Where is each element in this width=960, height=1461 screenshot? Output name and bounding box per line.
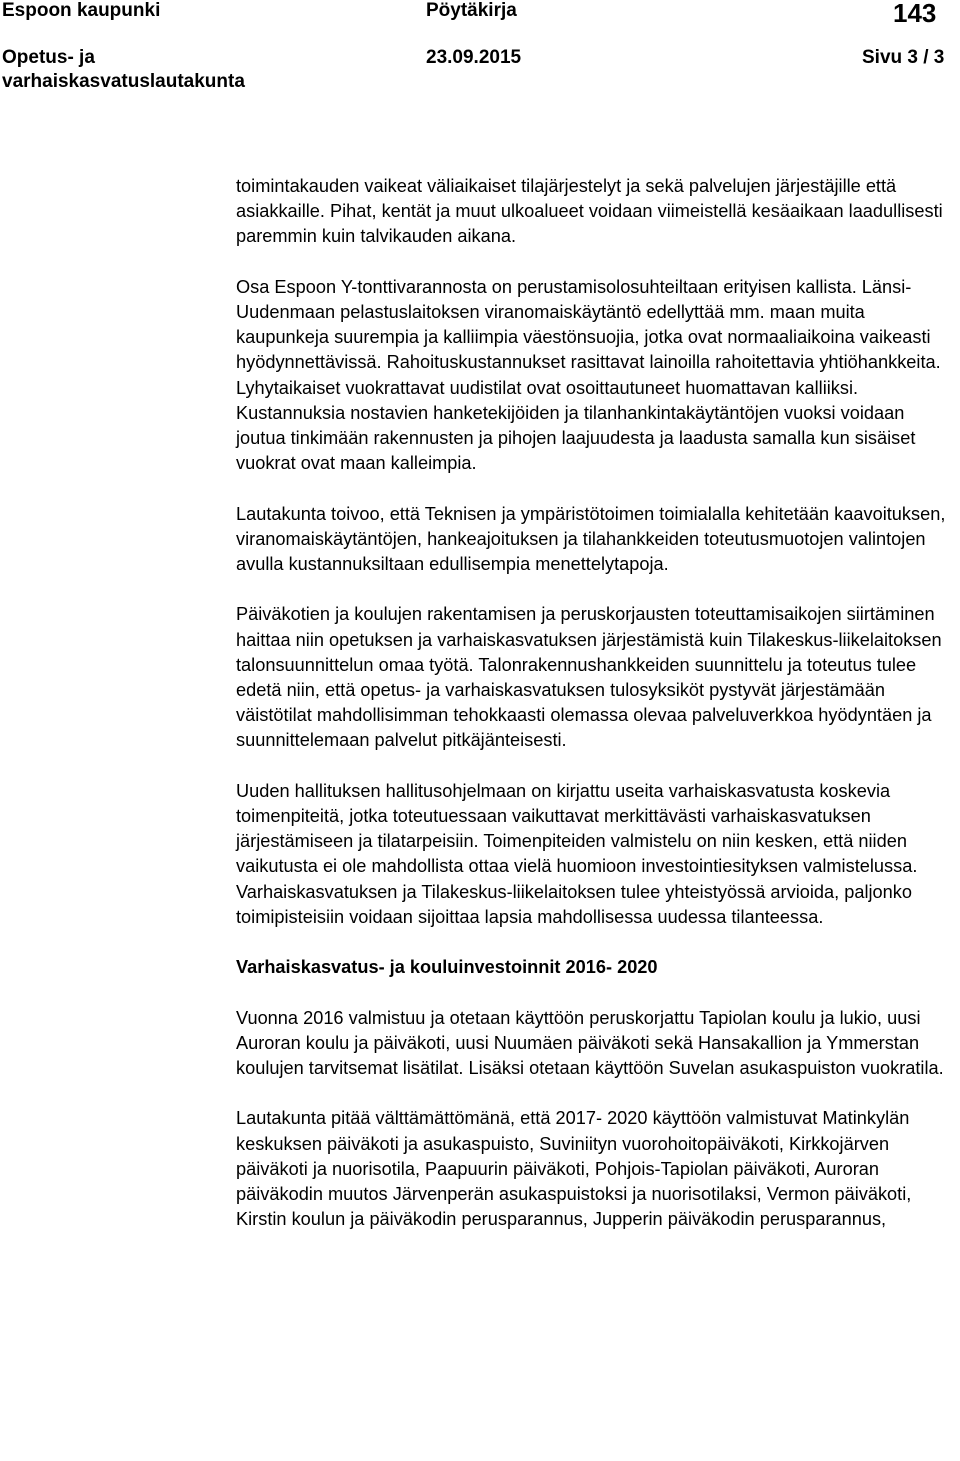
section-heading-investments: Varhaiskasvatus- ja kouluinvestoinnit 2016- 2020 (236, 957, 658, 978)
section-number: 143 (893, 0, 937, 28)
paragraph-2016-completions: Vuonna 2016 valmistuu ja otetaan käyttöön peruskorjattu Tapiolan koulu ja lukio, uusi Auroran koulu ja päiväkoti, uusi Nuumäen päiväkoti sekä Hansakallion ja Ymmerstan koulujen tarvitsemat lisätilat. Lisäksi otetaan käyttöön Suvelan asukaspuiston vuokratila. (236, 1007, 944, 1079)
paragraph-2017-2020-projects: Lautakunta pitää välttämättömänä, että 2017- 2020 käyttöön valmistuvat Matinkylän keskuksen päiväkoti ja asukaspuisto, Suviniityn vuorohoitopäiväkoti, Kirkkojärven päiväkoti ja nuorisotila, Paapuurin päiväkoti, Pohjois-Tapiolan päiväkoti, Auroran päiväkodin muutos Järvenperän asukaspuistoksi ja nuorisotilaksi, Vermon päiväkoti, Kirstin koulun ja päiväkodin perusparannus, Jupperin päiväkodin perusparannus, (236, 1108, 912, 1230)
page-indicator: Sivu 3 / 3 (862, 47, 945, 68)
document-body (236, 174, 958, 1258)
board-name-line2: varhaiskasvatuslautakunta (2, 71, 245, 92)
paragraph-temporary-arrangements: toimintakauden vaikeat väliaikaiset tilajärjestelyt ja sekä palvelujen järjestäjille että asiakkaille. Pihat, kentät ja muut ulkoalueet voidaan viimeistellä kesäaikaan laadullisesti paremmin kuin talvikauden aikana. (236, 176, 943, 247)
board-name-line1: Opetus- ja (2, 47, 95, 68)
document-type: Pöytäkirja (426, 0, 517, 21)
paragraph-board-hopes: Lautakunta toivoo, että Teknisen ja ympäristötoimen toimialalla kehitetään kaavoituksen, viranomaiskäytäntöjen, hankeajoituksen ja tilahankkeiden toteutusmuotojen valintojen avulla kustannuksiltaan edullisempia menettelytapoja. (236, 503, 946, 575)
organization-name: Espoon kaupunki (2, 0, 161, 21)
paragraph-plot-costs: Osa Espoon Y-tonttivarannosta on perustamisolosuhteiltaan erityisen kallista. Länsi-Uudenmaan pelastuslaitoksen viranomaiskäytäntö edellyttää mm. maan muita kaupunkeja suurempia ja kalliimpia väestönsuojia, jotka ovat normaaliaikoina vaikeasti hyödynnettävissä. Rahoituskustannukset rasittavat lainoilla rahoitettavia yhtiöhankkeita. Lyhytaikaiset vuokrattavat uudistilat ovat osoittautuneet huomattavan kalliiksi. Kustannuksia nostavien hanketekijöiden ja tilanhankintakäytäntöjen vuoksi voidaan joutua tinkimään rakennusten ja pihojen laajuudesta ja laadusta samalla kun sisäiset vuokrat ovat maan kalleimpia. (236, 276, 941, 474)
paragraph-government-programme: Uuden hallituksen hallitusohjelmaan on kirjattu useita varhaiskasvatusta koskevia toimenpiteitä, jotka toteutuessaan vaikuttavat merkittävästi varhaiskasvatuksen järjestämiseen ja tilatarpeisiin. Toimenpiteiden valmistelu on niin kesken, että niiden vaikutusta ei ole mahdollista ottaa vielä huomioon investointiesityksen valmistelussa. Varhaiskasvatuksen ja Tilakeskus-liikelaitoksen tulee yhteistyössä arvioida, paljonko toimipisteisiin voidaan sijoittaa lapsia mahdollisessa uudessa tilanteessa. (236, 780, 918, 927)
paragraph-construction-scheduling: Päiväkotien ja koulujen rakentamisen ja peruskorjausten toteuttamisaikojen siirtäminen haittaa niin opetuksen ja varhaiskasvatuksen järjestämistä kuin Tilakeskus-liikelaitoksen talonsuunnittelun omaa työtä. Talonrakennushankkeiden suunnittelu ja toteutus tulee edetä niin, että opetus- ja varhaiskasvatuksen tulosyksiköt pystyvät järjestämään väistötilat mahdollisimman tehokkaasti olemassa olevaa palveluverkkoa hyödyntäen ja suunnittelemaan palvelut pitkäjänteisesti. (236, 604, 942, 751)
meeting-date: 23.09.2015 (426, 47, 522, 68)
